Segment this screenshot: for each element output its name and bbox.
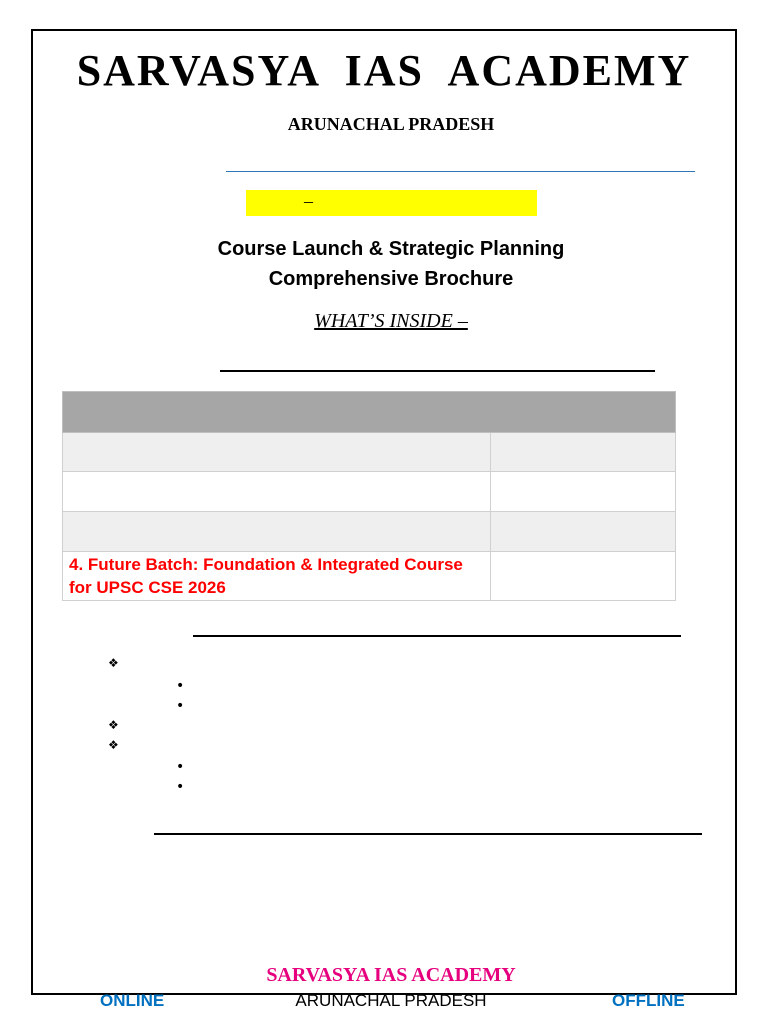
heading-line-1: Course Launch & Strategic Planning xyxy=(217,238,565,260)
academy-subtitle: ARUNACHAL PRADESH xyxy=(287,114,495,134)
dot-bullet-icon: • xyxy=(176,698,185,714)
dot-bullet-icon: • xyxy=(176,678,185,694)
table-row xyxy=(63,552,676,601)
future-batch-item: 4. Future Batch: Foundation & Integrated Course for UPSC CSE 2026 xyxy=(63,552,491,601)
dot-bullet-icon: • xyxy=(176,759,185,775)
table-cell-detail xyxy=(491,433,676,472)
section-rule xyxy=(193,635,681,637)
table-cell-detail xyxy=(491,552,676,601)
heading-line-2: Comprehensive Brochure xyxy=(268,268,514,290)
footer-offline-label: OFFLINE xyxy=(612,991,685,1010)
table-row xyxy=(63,433,676,472)
table-cell-item xyxy=(63,433,491,472)
section-rule xyxy=(220,370,655,372)
diamond-bullet-icon: ❖ xyxy=(108,738,119,752)
table-cell-item xyxy=(63,512,491,552)
table-cell-detail xyxy=(491,472,676,512)
diamond-bullet-icon: ❖ xyxy=(108,718,119,732)
highlight-dash: – xyxy=(304,191,313,211)
footer-academy-name: SARVASYA IAS ACADEMY xyxy=(266,964,516,986)
table-row xyxy=(63,512,676,552)
table-row xyxy=(63,472,676,512)
section-rule xyxy=(154,833,702,835)
contents-table xyxy=(62,391,676,601)
table-header-row xyxy=(63,392,676,433)
footer-online-label: ONLINE xyxy=(100,991,165,1010)
table-cell-item xyxy=(63,472,491,512)
diamond-bullet-icon: ❖ xyxy=(108,656,119,670)
academy-title: SARVASYA IAS ACADEMY xyxy=(76,46,692,95)
blue-divider xyxy=(226,171,695,172)
whats-inside-label: WHAT’S INSIDE – xyxy=(314,310,468,332)
brochure-heading xyxy=(0,234,768,294)
highlight-bar xyxy=(246,190,537,216)
footer-state: ARUNACHAL PRADESH xyxy=(295,991,487,1010)
table-cell-detail xyxy=(491,512,676,552)
dot-bullet-icon: • xyxy=(176,779,185,795)
table-header-cell xyxy=(63,392,676,433)
